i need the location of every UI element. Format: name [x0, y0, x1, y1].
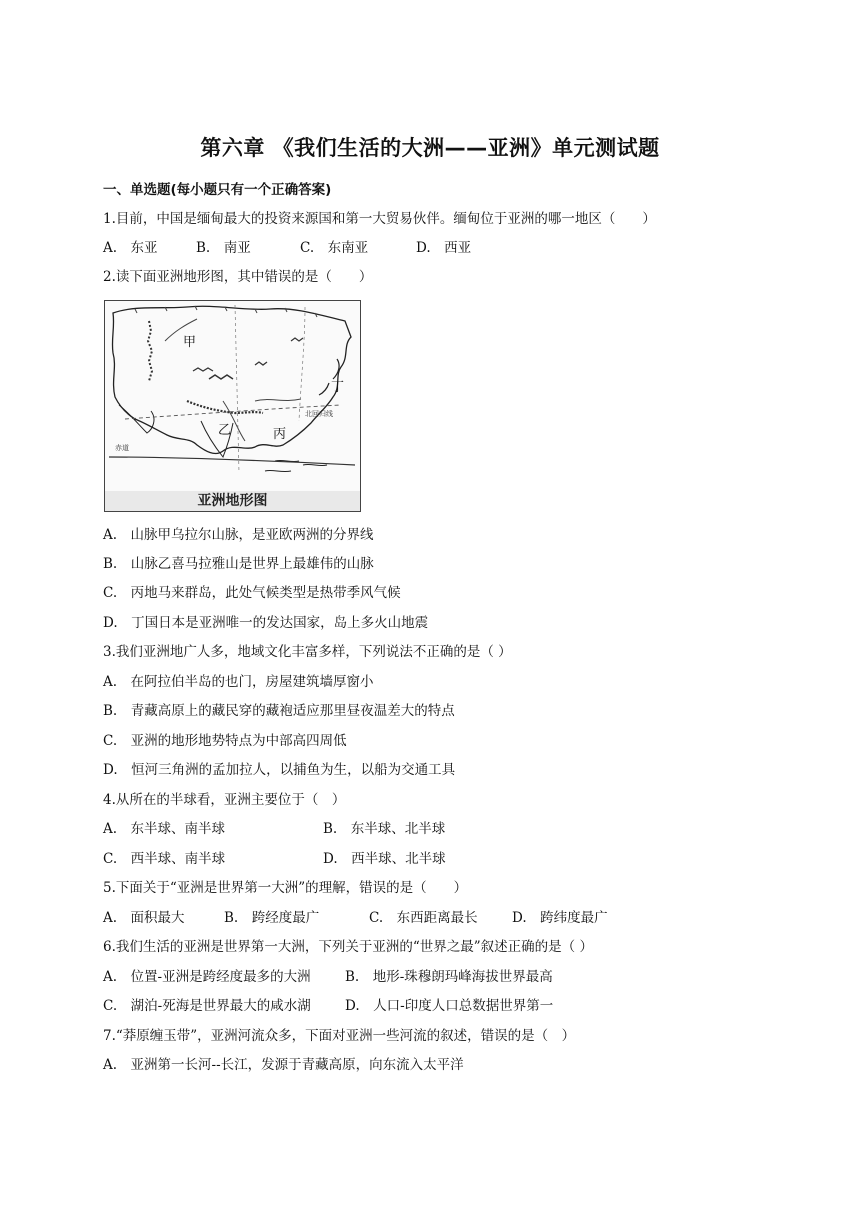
- question-1-option-b: B. 南亚: [196, 240, 251, 256]
- page-title: 第六章 《我们生活的大洲——亚洲》单元测试题: [200, 136, 660, 160]
- map-label-yi: 乙: [218, 423, 232, 438]
- question-4-option-d: D. 西半球、北半球: [323, 851, 446, 867]
- question-3-stem: 3.我们亚洲地广人多，地域文化丰富多样，下列说法不正确的是（ ）: [103, 644, 512, 660]
- question-2-option-c: C. 丙地马来群岛，此处气候类型是热带季风气候: [103, 585, 401, 601]
- question-5-option-a: A. 面积最大: [103, 910, 185, 926]
- question-1-option-c: C. 东南亚: [300, 240, 369, 256]
- question-6-option-b: B. 地形-珠穆朗玛峰海拔世界最高: [345, 969, 553, 985]
- question-2-option-b: B. 山脉乙喜马拉雅山是世界上最雄伟的山脉: [103, 556, 374, 572]
- question-2-stem: 2.读下面亚洲地形图，其中错误的是（ ）: [103, 269, 373, 285]
- map-label-bing: 丙: [273, 427, 287, 442]
- question-5-option-b: B. 跨经度最广: [224, 910, 320, 926]
- question-5-stem: 5.下面关于“亚洲是世界第一大洲”的理解，错误的是（ ）: [103, 880, 468, 896]
- question-3-option-d: D. 恒河三角洲的孟加拉人，以捕鱼为生，以船为交通工具: [103, 762, 456, 778]
- map-label-jia: 甲: [183, 335, 197, 350]
- question-4-stem: 4.从所在的半球看，亚洲主要位于（ ）: [103, 792, 346, 808]
- map-caption: 亚洲地形图: [105, 491, 360, 511]
- question-6-stem: 6.我们生活的亚洲是世界第一大洲，下列关于亚洲的“世界之最”叙述正确的是（ ）: [103, 939, 593, 955]
- asia-terrain-map: [104, 300, 361, 512]
- question-4-option-c: C. 西半球、南半球: [103, 851, 226, 867]
- question-1-option-d: D. 西亚: [416, 240, 472, 256]
- question-6-option-c: C. 湖泊-死海是世界最大的咸水湖: [103, 998, 311, 1014]
- question-7-option-a: A. 亚洲第一长河--长江，发源于青藏高原，向东流入太平洋: [103, 1057, 464, 1073]
- question-3-option-a: A. 在阿拉伯半岛的也门，房屋建筑墙厚窗小: [103, 674, 374, 690]
- question-7-stem: 7.“莽原缠玉带”，亚洲河流众多，下面对亚洲一些河流的叙述，错误的是（ ）: [103, 1028, 576, 1044]
- question-2-option-a: A. 山脉甲乌拉尔山脉，是亚欧两洲的分界线: [103, 527, 374, 543]
- map-label-ding: 丁: [331, 380, 345, 395]
- question-6-option-a: A. 位置-亚洲是跨经度最多的大洲: [103, 969, 311, 985]
- question-6-option-d: D. 人口-印度人口总数据世界第一: [345, 998, 554, 1014]
- map-label-equator: 赤道: [115, 444, 129, 452]
- question-5-option-d: D. 跨纬度最广: [512, 910, 608, 926]
- question-1-option-a: A. 东亚: [103, 240, 158, 256]
- question-3-option-b: B. 青藏高原上的藏民穿的藏袍适应那里昼夜温差大的特点: [103, 703, 455, 719]
- section-heading: 一、单选题(每小题只有一个正确答案): [103, 182, 332, 198]
- map-drawing: [105, 301, 360, 491]
- question-3-option-c: C. 亚洲的地形地势特点为中部高四周低: [103, 733, 347, 749]
- question-2-option-d: D. 丁国日本是亚洲唯一的发达国家，岛上多火山地震: [103, 615, 429, 631]
- map-label-tropic: 北回归线: [305, 410, 333, 418]
- question-1-stem: 1.目前，中国是缅甸最大的投资来源国和第一大贸易伙伴。缅甸位于亚洲的哪一地区（ ）: [103, 211, 656, 227]
- question-4-option-b: B. 东半球、北半球: [323, 821, 446, 837]
- question-5-option-c: C. 东西距离最长: [369, 910, 478, 926]
- question-4-option-a: A. 东半球、南半球: [103, 821, 226, 837]
